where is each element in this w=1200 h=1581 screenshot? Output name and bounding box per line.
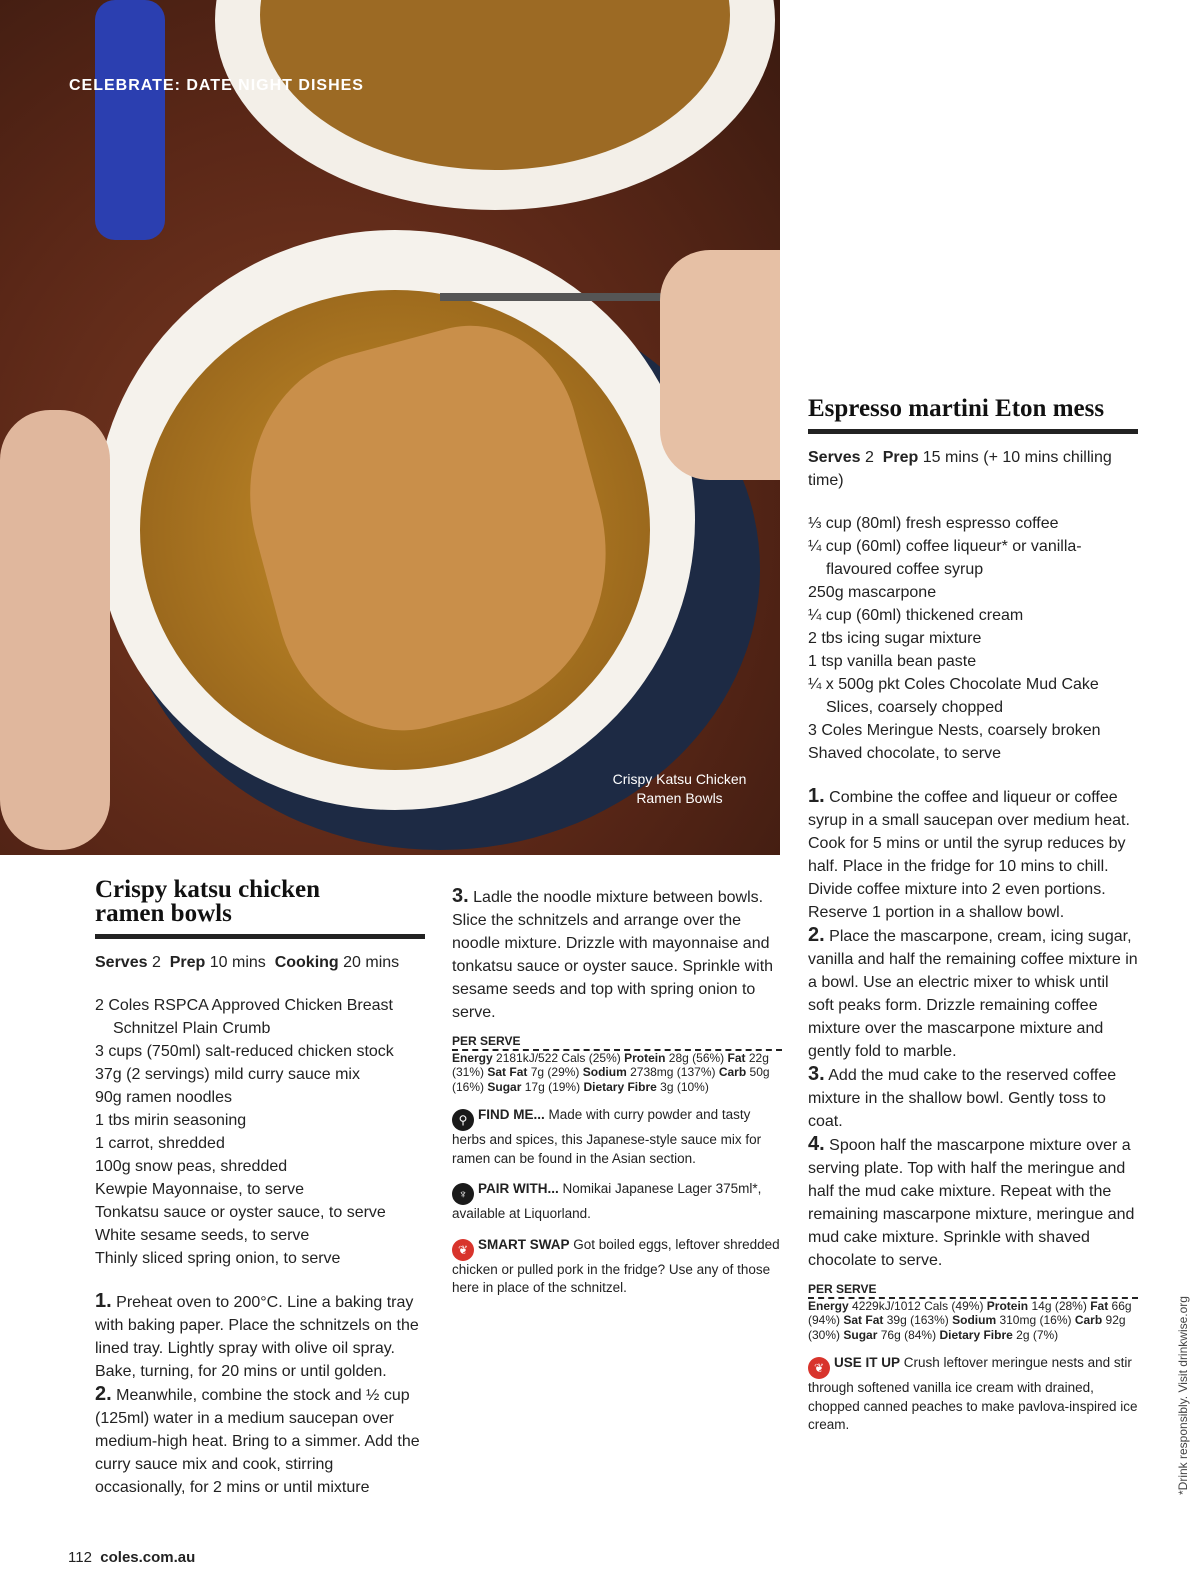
- recipe-tips: [452, 1106, 782, 1298]
- tip-text: Nomikai Japanese Lager 375ml*, available at Liquorland.: [452, 1181, 762, 1221]
- step-text: Place the mascarpone, cream, icing sugar, vanilla and half the remaining coffee mixture in a bowl. Use an electric mixer to whisk until soft peaks form. Drizzle remaining coffee mixture over the mascarpone mixture and gently fold to marble.: [808, 928, 1138, 1060]
- step-text: Combine the coffee and liqueur or coffee syrup in a small saucepan over medium heat. Cook for 5 mins or until the syrup reduces by half. Place in the fridge for 10 mins to chill. Divide coffee mixture into 2 even portions. Reserve 1 portion in a shallow bowl.: [808, 789, 1130, 921]
- nutrient-label: Sugar: [487, 1079, 522, 1094]
- tip-text: Made with curry powder and tasty herbs and spices, this Japanese-style sauce mix for ramen can be found in the Asian section.: [452, 1107, 762, 1166]
- ingredient-item: 1 tsp vanilla bean paste: [808, 653, 977, 670]
- recipe-title: Espresso martini Eton mess: [808, 395, 1105, 422]
- nutrient-label: Sodium: [582, 1065, 627, 1079]
- nutrient-label: Energy: [808, 1298, 849, 1313]
- nutrition-values: [808, 1299, 1138, 1343]
- recipe-tips: [808, 1354, 1138, 1435]
- ingredient-item: 2 tbs icing sugar mixture: [808, 630, 982, 647]
- per-serve-heading: PER SERVE: [808, 1282, 1138, 1299]
- step-text: Spoon half the mascarpone mixture over a serving plate. Top with half the meringue and half the mud cake mixture. Repeat with the remaining mascarpone mixture, meringue and mud cake mixture. Sprinkle with shaved chocolate to serve.: [808, 1137, 1135, 1269]
- nutrient-value: 2181kJ/522 Cals (25%): [496, 1050, 621, 1065]
- ramen-photo: [0, 0, 780, 855]
- nutrient-value: 17g (19%): [524, 1079, 581, 1094]
- tip-item: [808, 1354, 1138, 1435]
- ingredient-list: [95, 994, 425, 1270]
- tip-item: [452, 1236, 782, 1298]
- divider: [95, 934, 425, 939]
- nutrient-label: Protein: [624, 1050, 666, 1065]
- per-serve-nutrition: [452, 1034, 782, 1094]
- nutrient-value: 66g (94%): [808, 1298, 1132, 1327]
- ingredient-item: Thinly sliced spring onion, to serve: [95, 1250, 341, 1267]
- cook-label: Cooking: [274, 954, 339, 971]
- nutrient-label: Carb: [1074, 1313, 1103, 1327]
- ingredient-item: 3 cups (750ml) salt-reduced chicken stock: [95, 1043, 394, 1060]
- step-number: 1.: [95, 1290, 112, 1312]
- ingredient-item: 1 tbs mirin seasoning: [95, 1112, 247, 1129]
- per-serve-nutrition: [808, 1282, 1138, 1342]
- method-step: [95, 1383, 425, 1498]
- tip-label: USE IT UP: [834, 1355, 901, 1370]
- ingredient-item: 3 Coles Meringue Nests, coarsely broken: [808, 722, 1101, 739]
- nutrient-value: 4229kJ/1012 Cals (49%): [852, 1298, 984, 1313]
- hand-right: [660, 250, 780, 480]
- nutrient-label: Sodium: [952, 1313, 997, 1327]
- hand-left: [0, 410, 110, 850]
- ingredient-item: 1 carrot, shredded: [95, 1135, 225, 1152]
- site-link[interactable]: coles.com.au: [100, 1549, 196, 1566]
- katsu-recipe: [95, 878, 425, 1498]
- nutrient-value: 2g (7%): [1016, 1327, 1059, 1342]
- ingredient-item: 90g ramen noodles: [95, 1089, 232, 1106]
- glass-icon: ♆: [452, 1183, 474, 1205]
- katsu-recipe-cont: [452, 885, 782, 1298]
- nutrient-value: 2738mg (137%): [630, 1065, 716, 1079]
- photo-caption: Crispy Katsu Chicken Ramen Bowls: [612, 771, 747, 806]
- step-text: Meanwhile, combine the stock and ½ cup (125ml) water in a medium saucepan over medium-high heat. Bring to a simmer. Add the curry sauce mix and cook, stirring occasionally, for 2 mins or until mixture: [95, 1387, 420, 1496]
- nutrient-value: 22g (31%): [452, 1050, 769, 1079]
- nutrient-label: Dietary Fibre: [939, 1327, 1013, 1342]
- tip-item: [452, 1180, 782, 1224]
- method-step: [808, 924, 1138, 1063]
- nutrient-label: Sugar: [843, 1327, 878, 1342]
- ingredient-item: 2 Coles RSPCA Approved Chicken Breast Schnitzel Plain Crumb: [95, 997, 393, 1037]
- nutrient-value: 28g (56%): [668, 1050, 725, 1065]
- nutrient-value: 3g (10%): [660, 1079, 709, 1094]
- ingredient-item: ¼ cup (60ml) thickened cream: [808, 607, 1024, 624]
- page-footer: [68, 1549, 195, 1566]
- eton-recipe: [808, 397, 1138, 1435]
- nutrient-value: 50g (16%): [452, 1065, 770, 1094]
- recipe-title: Crispy katsu chicken ramen bowls: [95, 878, 321, 927]
- ingredient-item: Tonkatsu sauce or oyster sauce, to serve: [95, 1204, 386, 1221]
- method-step: [95, 1290, 425, 1383]
- section-label: CELEBRATE: DATE NIGHT DISHES: [69, 77, 364, 94]
- nutrient-label: Fat: [1090, 1298, 1109, 1313]
- recipe-meta: [808, 446, 1138, 492]
- method-step: [452, 885, 782, 1024]
- step-number: 2.: [808, 924, 825, 946]
- ingredient-item: 37g (2 servings) mild curry sauce mix: [95, 1066, 360, 1083]
- step-text: Preheat oven to 200°C. Line a baking tray with baking paper. Place the schnitzels on the lined tray. Lightly spray with olive oil spray. Bake, turning, for 20 mins or until golden.: [95, 1294, 419, 1380]
- nutrient-value: 92g (30%): [808, 1313, 1126, 1342]
- prep-label: Prep: [169, 954, 206, 971]
- cook-value: 20 mins: [343, 954, 400, 971]
- nutrition-values: [452, 1051, 782, 1095]
- method-step: [808, 1063, 1138, 1133]
- side-note: *Drink responsibly. Visit drinkwise.org: [1176, 1296, 1190, 1495]
- blue-candle: [95, 0, 165, 240]
- page-number: 112: [68, 1549, 92, 1566]
- prep-label: Prep: [882, 449, 919, 466]
- serves-label: Serves: [95, 954, 148, 971]
- nutrient-value: 310mg (16%): [999, 1313, 1072, 1327]
- ingredient-item: White sesame seeds, to serve: [95, 1227, 310, 1244]
- step-number: 2.: [95, 1383, 112, 1405]
- step-number: 4.: [808, 1133, 825, 1155]
- nutrient-value: 76g (84%): [880, 1327, 937, 1342]
- nutrient-label: Dietary Fibre: [583, 1079, 657, 1094]
- method-steps: [95, 1290, 425, 1498]
- tip-text: Crush leftover meringue nests and stir through softened vanilla ice cream with drained, chopped canned peaches to make pavlova-inspired ice cream.: [808, 1355, 1138, 1432]
- nutrient-value: 14g (28%): [1031, 1298, 1087, 1313]
- ingredient-item: Shaved chocolate, to serve: [808, 745, 1002, 762]
- serves-value: 2: [864, 449, 874, 466]
- step-number: 3.: [808, 1063, 825, 1085]
- nutrient-label: Fat: [727, 1050, 746, 1065]
- prep-value: 15 mins (+ 10 mins chilling time): [808, 449, 1112, 489]
- step-text: Ladle the noodle mixture between bowls. Slice the schnitzels and arrange over the noodle mixture. Drizzle with mayonnaise and tonkatsu sauce or oyster sauce. Sprinkle with sesame seeds and top with spring onion to serve.: [452, 889, 774, 1021]
- nutrient-value: 7g (29%): [530, 1065, 580, 1079]
- nutrient-value: 39g (163%): [886, 1313, 949, 1327]
- leaf-icon: ❦: [808, 1357, 830, 1379]
- step-number: 1.: [808, 785, 825, 807]
- nutrient-label: Carb: [718, 1065, 747, 1079]
- tip-label: FIND ME...: [478, 1107, 545, 1122]
- nutrient-label: Protein: [986, 1298, 1029, 1313]
- method-step: [808, 1133, 1138, 1272]
- tip-text: Got boiled eggs, leftover shredded chicken or pulled pork in the fridge? Use any of those here in place of the schnitzel.: [452, 1236, 780, 1295]
- divider: [808, 429, 1138, 434]
- magnifier-icon: ⚲: [452, 1109, 474, 1131]
- ingredient-item: 250g mascarpone: [808, 584, 937, 601]
- nutrient-label: Sat Fat: [843, 1313, 884, 1327]
- ingredient-item: ¼ cup (60ml) coffee liqueur* or vanilla-flavoured coffee syrup: [808, 538, 1082, 578]
- method-steps-cont: [452, 885, 782, 1024]
- nutrient-label: Energy: [452, 1050, 493, 1065]
- method-step: [808, 785, 1138, 924]
- per-serve-heading: PER SERVE: [452, 1034, 782, 1051]
- ingredient-item: 100g snow peas, shredded: [95, 1158, 288, 1175]
- step-text: Add the mud cake to the reserved coffee mixture in the shallow bowl. Gently toss to coat.: [808, 1067, 1117, 1130]
- step-number: 3.: [452, 885, 469, 907]
- ingredient-list: [808, 512, 1138, 765]
- tip-label: PAIR WITH...: [478, 1181, 559, 1196]
- serves-value: 2: [151, 954, 161, 971]
- prep-value: 10 mins: [209, 954, 266, 971]
- recipe-meta: [95, 951, 425, 974]
- tip-item: [452, 1106, 782, 1168]
- tip-label: SMART SWAP: [478, 1236, 570, 1252]
- serves-label: Serves: [808, 449, 861, 466]
- ingredient-item: ⅓ cup (80ml) fresh espresso coffee: [808, 515, 1059, 532]
- method-steps: [808, 785, 1138, 1272]
- ingredient-item: Kewpie Mayonnaise, to serve: [95, 1181, 304, 1198]
- ingredient-item: ¼ x 500g pkt Coles Chocolate Mud Cake Slices, coarsely chopped: [808, 676, 1099, 716]
- nutrient-label: Sat Fat: [487, 1065, 528, 1079]
- leaf-icon: ❦: [452, 1239, 474, 1261]
